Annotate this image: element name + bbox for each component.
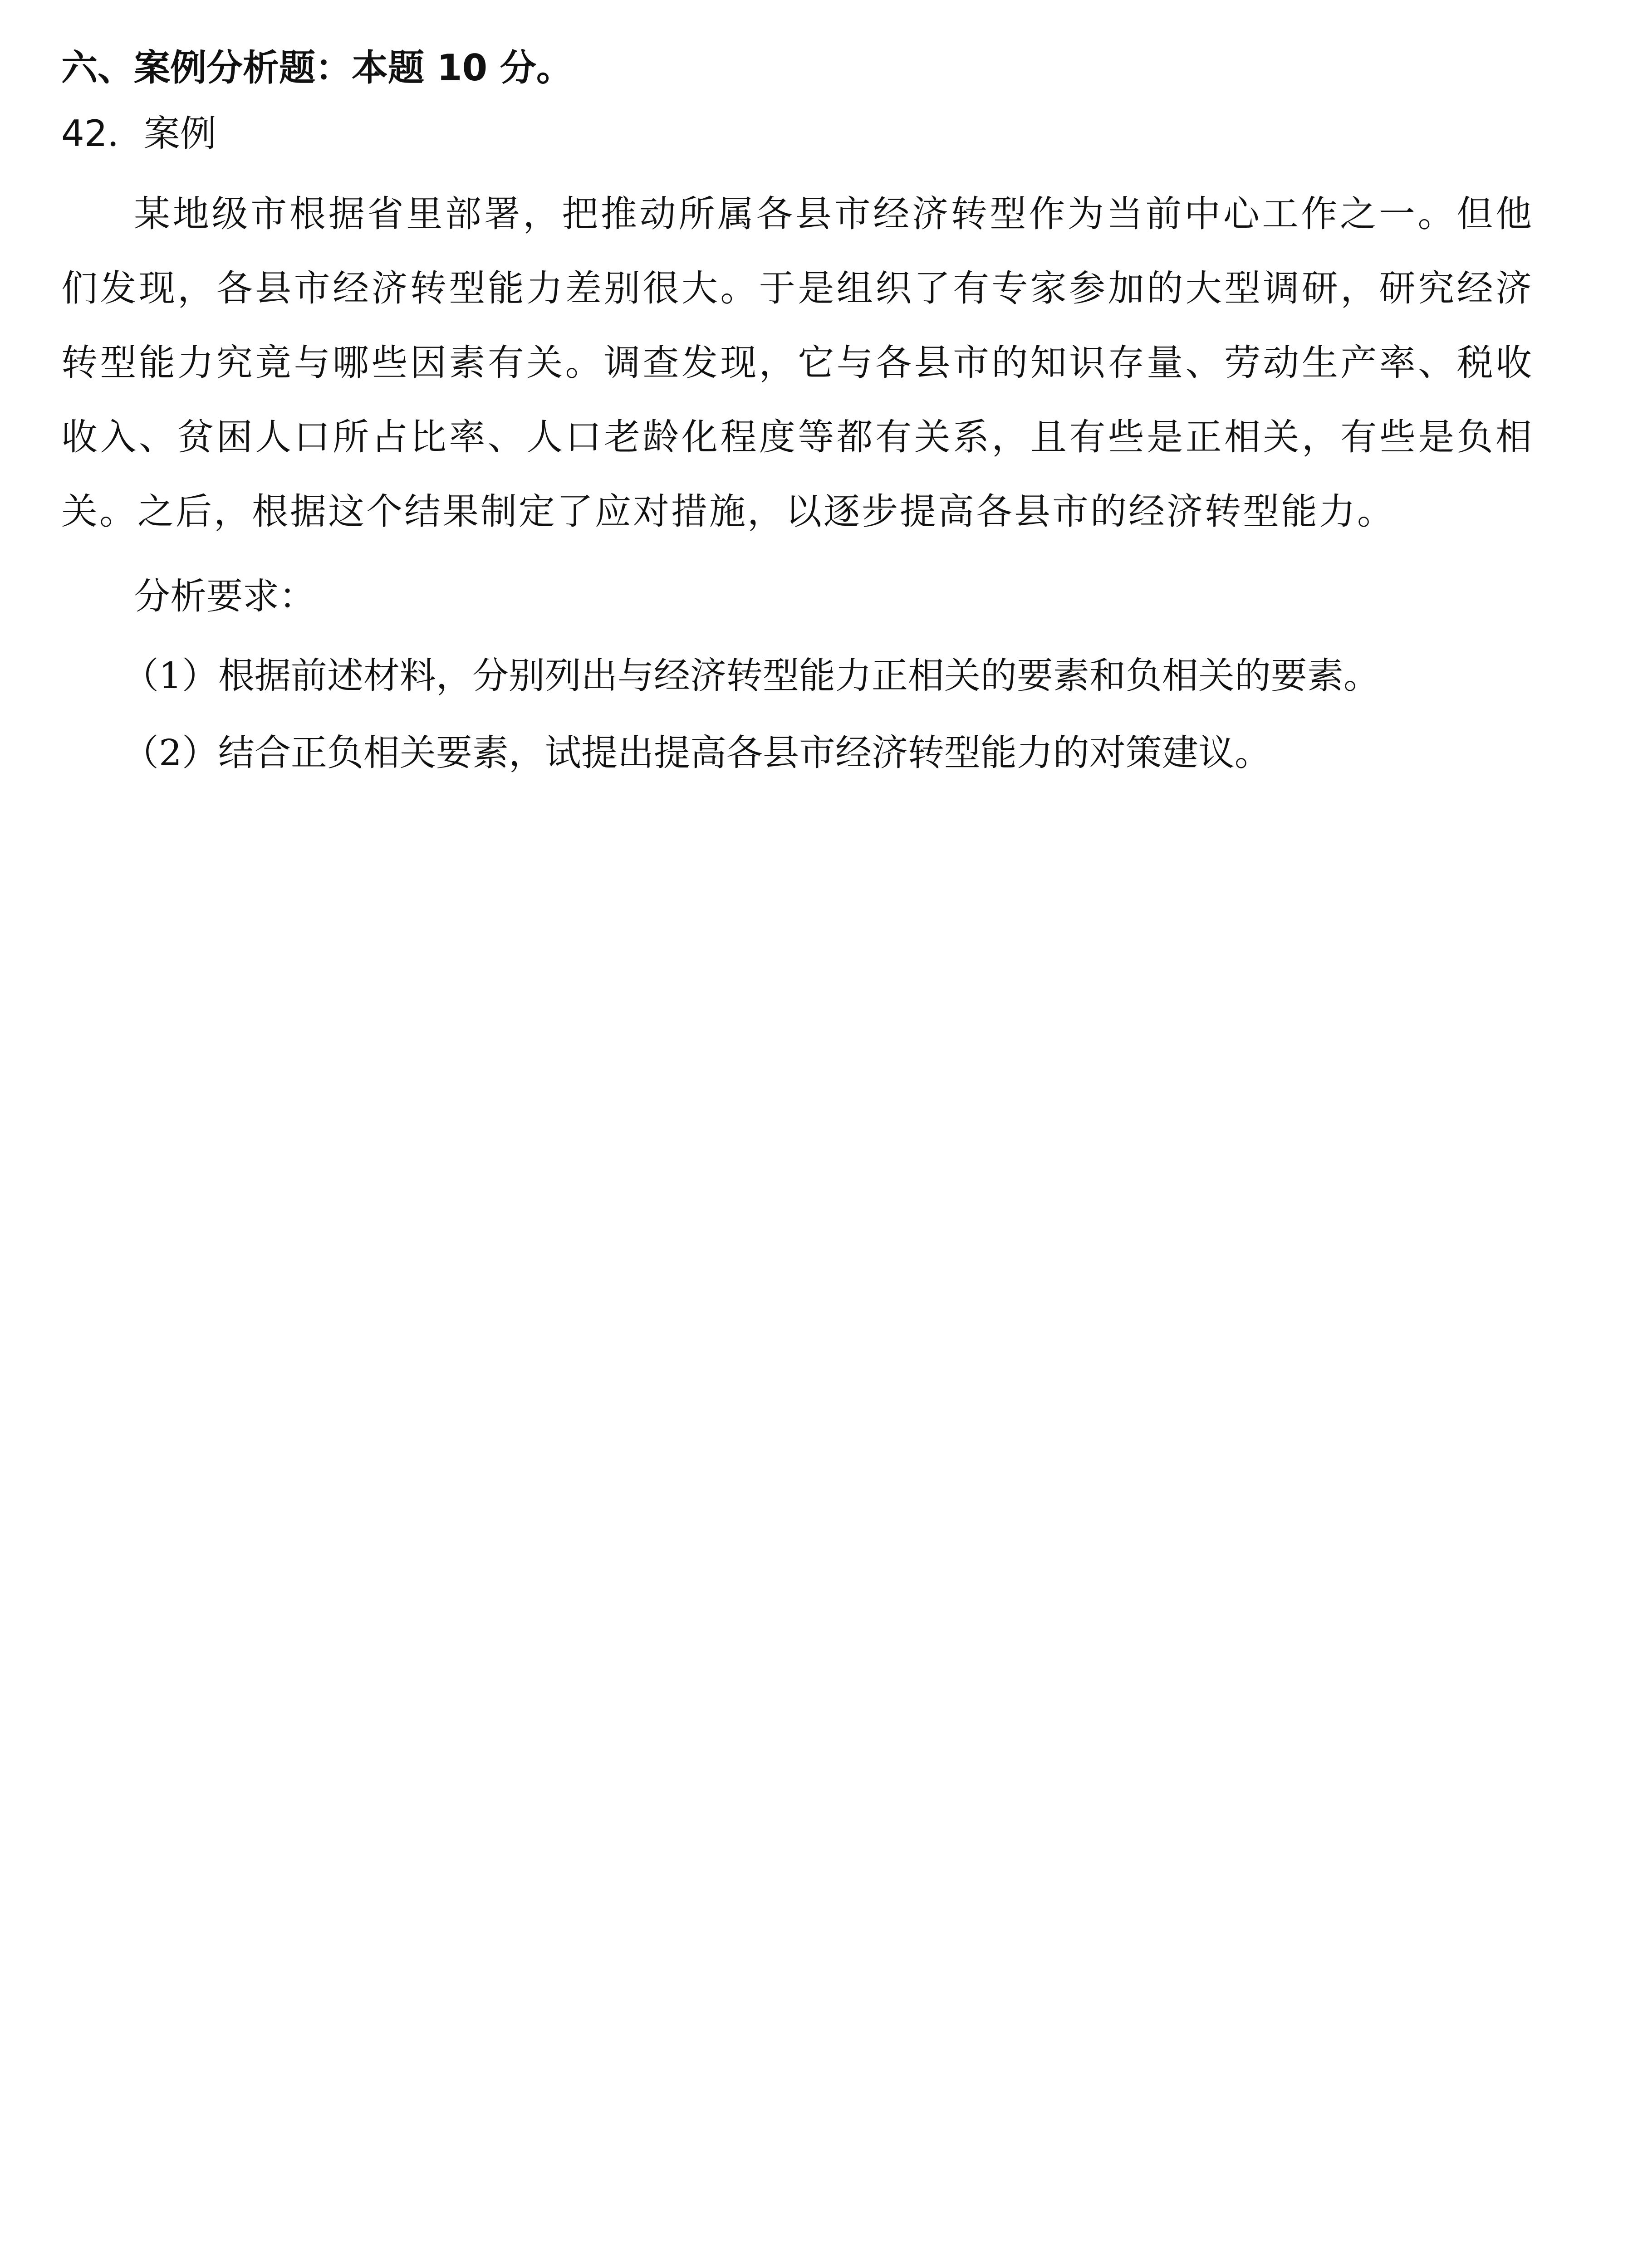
paragraph-line: 收入、贫困人口所占比率、人口老龄化程度等都有关系，且有些是正相关，有些是负相 — [61, 416, 1534, 458]
paragraph-line: 某地级市根据省里部署，把推动所属各县市经济转型作为当前中心工作之一。但他 — [134, 193, 1534, 235]
paragraph-line: 关。之后，根据这个结果制定了应对措施，以逐步提高各县市的经济转型能力。 — [61, 490, 1395, 533]
question-number: 42．案例 — [61, 112, 216, 155]
requirements-heading: 分析要求： — [134, 575, 315, 617]
requirement-item-2: （2）结合正负相关要素，试提出提高各县市经济转型能力的对策建议。 — [123, 732, 1271, 774]
requirement-item-1: （1）根据前述材料，分别列出与经济转型能力正相关的要素和负相关的要素。 — [123, 655, 1380, 697]
paragraph-line: 们发现，各县市经济转型能力差别很大。于是组织了有专家参加的大型调研，研究经济 — [61, 267, 1534, 309]
section-title: 六、案例分析题：本题 10 分。 — [61, 47, 573, 89]
paragraph-line: 转型能力究竟与哪些因素有关。调查发现，它与各县市的知识存量、劳动生产率、税收 — [61, 342, 1534, 384]
case-paragraph — [61, 177, 1534, 549]
